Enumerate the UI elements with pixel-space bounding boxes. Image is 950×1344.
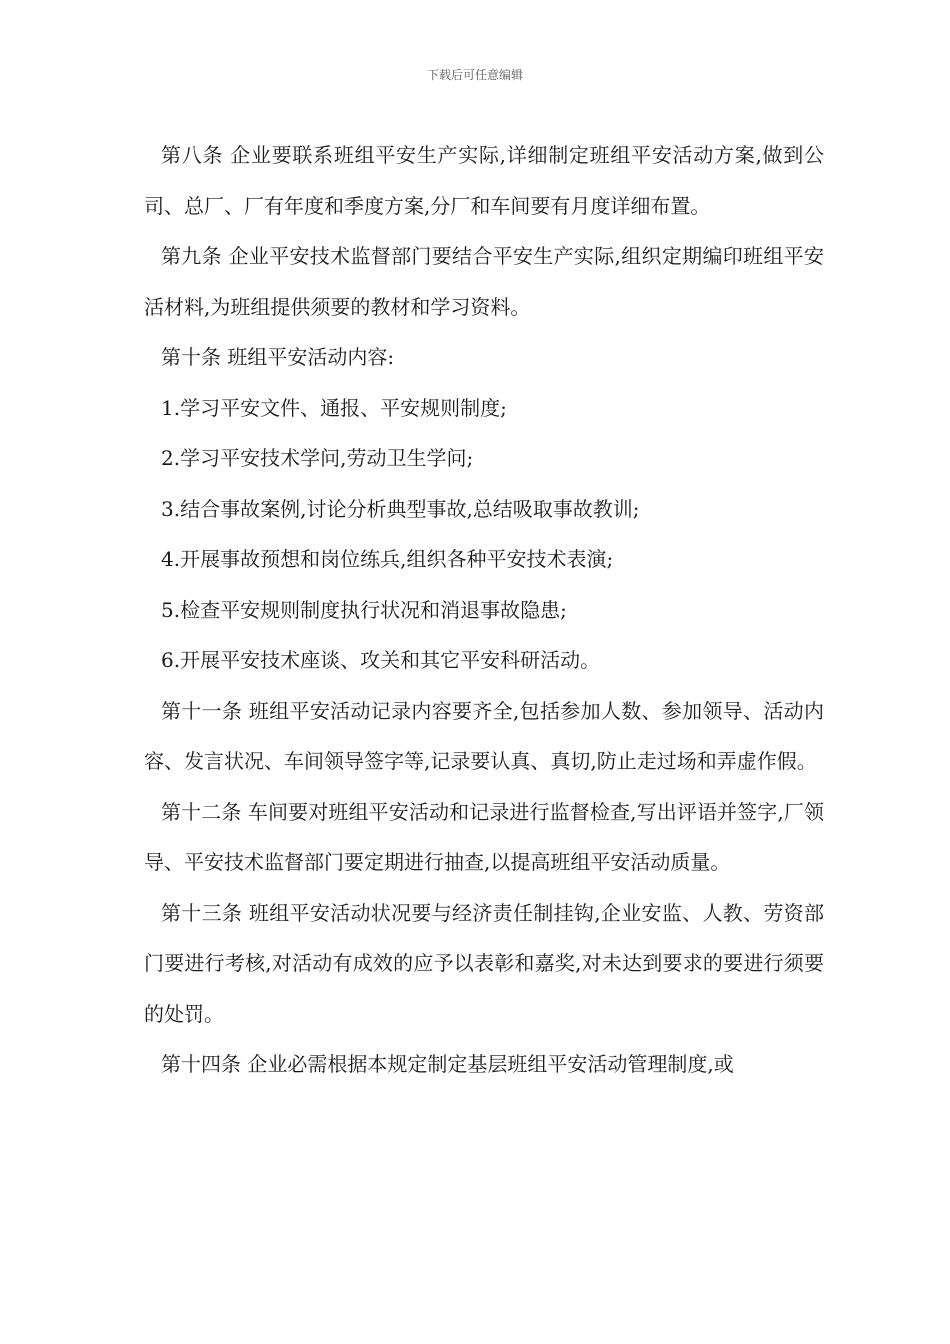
paragraph-article-11: 第十一条 班组平安活动记录内容要齐全,包括参加人数、参加领导、活动内容、发言状况、车间领导签字等,记录要认真、真切,防止走过场和弄虚作假。 <box>144 698 824 773</box>
list-item-1: 1.学习平安文件、通报、平安规则制度; <box>161 395 507 420</box>
list-item-5: 5.检查平安规则制度执行状况和消退事故隐患; <box>161 597 567 622</box>
list-item-2: 2.学习平安技术学问,劳动卫生学问; <box>161 446 474 470</box>
paragraph-article-9: 第九条 企业平安技术监督部门要结合平安生产实际,组织定期编印班组平安活材料,为班组提供须要的教材和学习资料。 <box>144 244 824 319</box>
paragraph-article-8: 第八条 企业要联系班组平安生产实际,详细制定班组平安活动方案,做到公司、总厂、厂有年度和季度方案,分厂和车间要有月度详细布置。 <box>144 143 824 218</box>
list-item-4: 4.开展事故预想和岗位练兵,组织各种平安技术表演; <box>161 547 614 571</box>
paragraph-article-12: 第十二条 车间要对班组平安活动和记录进行监督检查,写出评语并签字,厂领导、平安技术监督部门要定期进行抽查,以提高班组平安活动质量。 <box>144 799 824 874</box>
page-header: 下载后可任意编辑 <box>426 68 523 82</box>
list-item-3: 3.结合事故案例,讨论分析典型事故,总结吸取事故教训; <box>161 496 640 521</box>
paragraph-article-13: 第十三条 班组平安活动状况要与经济责任制挂钩,企业安监、人教、劳资部门要进行考核,对活动有成效的应予以表彰和嘉奖,对未达到要求的要进行须要的处罚。 <box>144 900 824 1026</box>
document-body <box>144 130 824 1090</box>
list-item-6: 6.开展平安技术座谈、攻关和其它平安科研活动。 <box>161 648 601 672</box>
paragraph-article-10: 第十条 班组平安活动内容: <box>161 345 395 369</box>
paragraph-article-14: 第十四条 企业必需根据本规定制定基层班组平安活动管理制度,或 <box>161 1052 734 1076</box>
